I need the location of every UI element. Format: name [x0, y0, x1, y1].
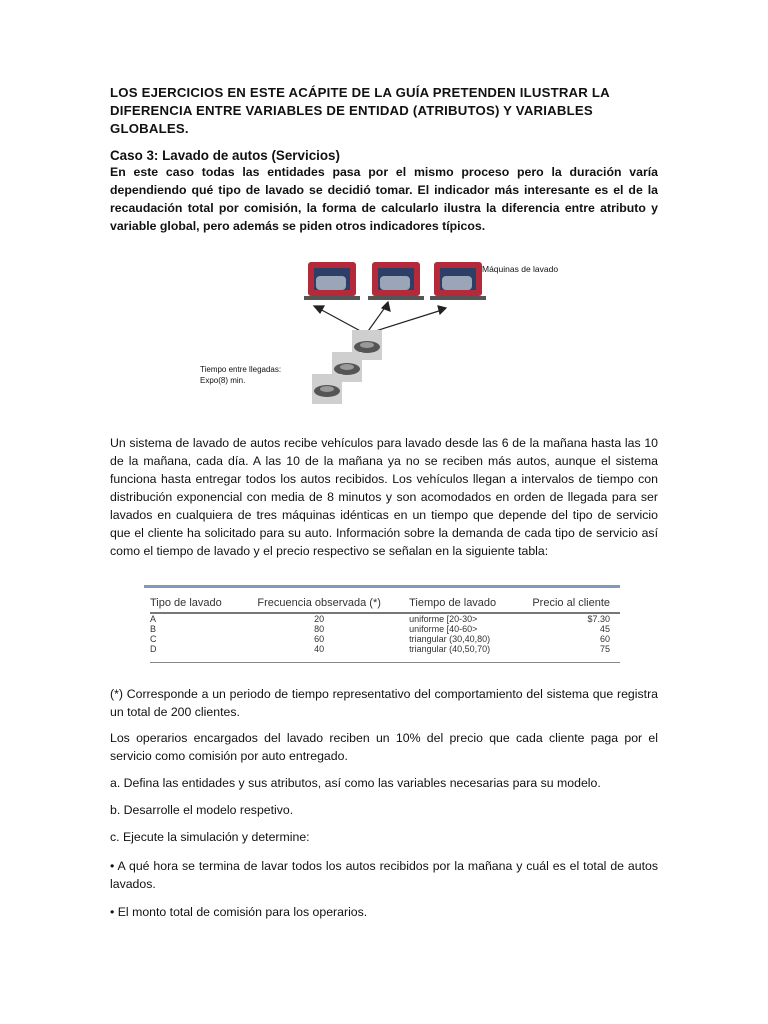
item-b: b. Desarrolle el modelo respetivo.	[110, 803, 294, 817]
arrows-icon	[314, 302, 446, 334]
header-cell: Precio al cliente	[529, 597, 620, 613]
item-c: c. Ejecute la simulación y determine:	[110, 830, 310, 844]
table-cell: triangular (30,40,80)	[409, 634, 491, 644]
case-title: Caso 3: Lavado de autos (Servicios)	[110, 148, 340, 163]
table-header-row	[150, 597, 620, 613]
bullet-1: • A qué hora se termina de lavar todos los autos recibidos por la mañana y cuál es el total de autos lavados.	[110, 859, 658, 891]
item-a: a. Defina las entidades y sus atributos, así como las variables necesarias para su modelo.	[110, 776, 601, 790]
table-cell: B	[150, 624, 157, 634]
service-table	[144, 585, 620, 665]
arrival-label-line1: Tiempo entre llegadas:	[200, 365, 282, 374]
table-cell: 75	[599, 644, 610, 654]
wash-machine-icon	[368, 262, 424, 300]
table-cell: uniforme [20-30>	[409, 614, 478, 624]
car-wash-diagram	[196, 246, 576, 412]
table-bottom-rule	[150, 662, 620, 663]
header-cell: Tiempo de lavado	[395, 597, 529, 613]
table-cell: 60	[314, 634, 325, 644]
table-cell: 60	[599, 634, 610, 644]
arrival-label	[200, 364, 281, 386]
table-cell: 40	[314, 644, 325, 654]
table-cell: 45	[599, 624, 610, 634]
table-row	[150, 634, 620, 644]
table-cell: C	[150, 634, 157, 644]
table-cell: 80	[314, 624, 325, 634]
table-row	[150, 624, 620, 634]
table-top-rule	[144, 585, 620, 588]
bullet-2: • El monto total de comisión para los operarios.	[110, 905, 368, 919]
machines-label: Máquinas de lavado	[482, 264, 559, 274]
table-cell: 20	[314, 614, 325, 624]
system-paragraph: Un sistema de lavado de autos recibe vehículos para lavado desde las 6 de la mañana hasta las 10 de la mañana, cada día. A las 10 de la mañana ya no se reciben más autos, aunque el sistema funciona hasta entregar todos los autos recibidos. Los vehículos llegan a intervalos de tiempo con distribución exponencial con media de 8 minutos y son acomodados en orden de llegada para ser lavados en cualquiera de tres máquinas idénticas en un tiempo que depende del tipo de servicio que el cliente ha solicitado para su auto. Información sobre la demanda de cada tipo de servicio así como el tiempo de lavado y el precio respectivo se señalan en la siguiente tabla:	[110, 436, 658, 558]
table-cell: D	[150, 644, 157, 654]
table	[150, 597, 620, 654]
operators-paragraph: Los operarios encargados del lavado reciben un 10% del precio que cada cliente paga por el servicio como comisión por auto entregado.	[110, 731, 658, 763]
arrival-label-line2: Expo(8) min.	[200, 376, 246, 385]
header-cell: Frecuencia observada (*)	[243, 597, 395, 613]
page-heading: LOS EJERCICIOS EN ESTE ACÁPITE DE LA GUÍA PRETENDEN ILUSTRAR LA DIFERENCIA ENTRE VARIABLES DE ENTIDAD (ATRIBUTOS) Y VARIABLES GLOBALES.	[110, 85, 610, 136]
intro-paragraph: En este caso todas las entidades pasa por el mismo proceso pero la duración varía dependiendo qué tipo de lavado se decidió tomar. El indicador más interesante es el de la recaudación total por comisión, la forma de calcularlo ilustra la diferencia entre atributo y variable global, pero además se piden otros indicadores típicos.	[110, 165, 658, 233]
table-row	[150, 644, 620, 654]
header-cell: Tipo de lavado	[150, 597, 243, 613]
table-row	[150, 613, 620, 624]
table-cell: A	[150, 614, 157, 624]
table-cell: triangular (40,50,70)	[409, 644, 491, 654]
table-note: (*) Corresponde a un periodo de tiempo representativo del comportamiento del sistema que registra un total de 200 clientes.	[110, 687, 658, 719]
table-cell: uniforme [40-60>	[409, 624, 478, 634]
car-icon	[312, 374, 342, 404]
table-cell: $7.30	[587, 614, 610, 624]
wash-machine-icon	[430, 262, 486, 300]
wash-machine-icon	[304, 262, 360, 300]
